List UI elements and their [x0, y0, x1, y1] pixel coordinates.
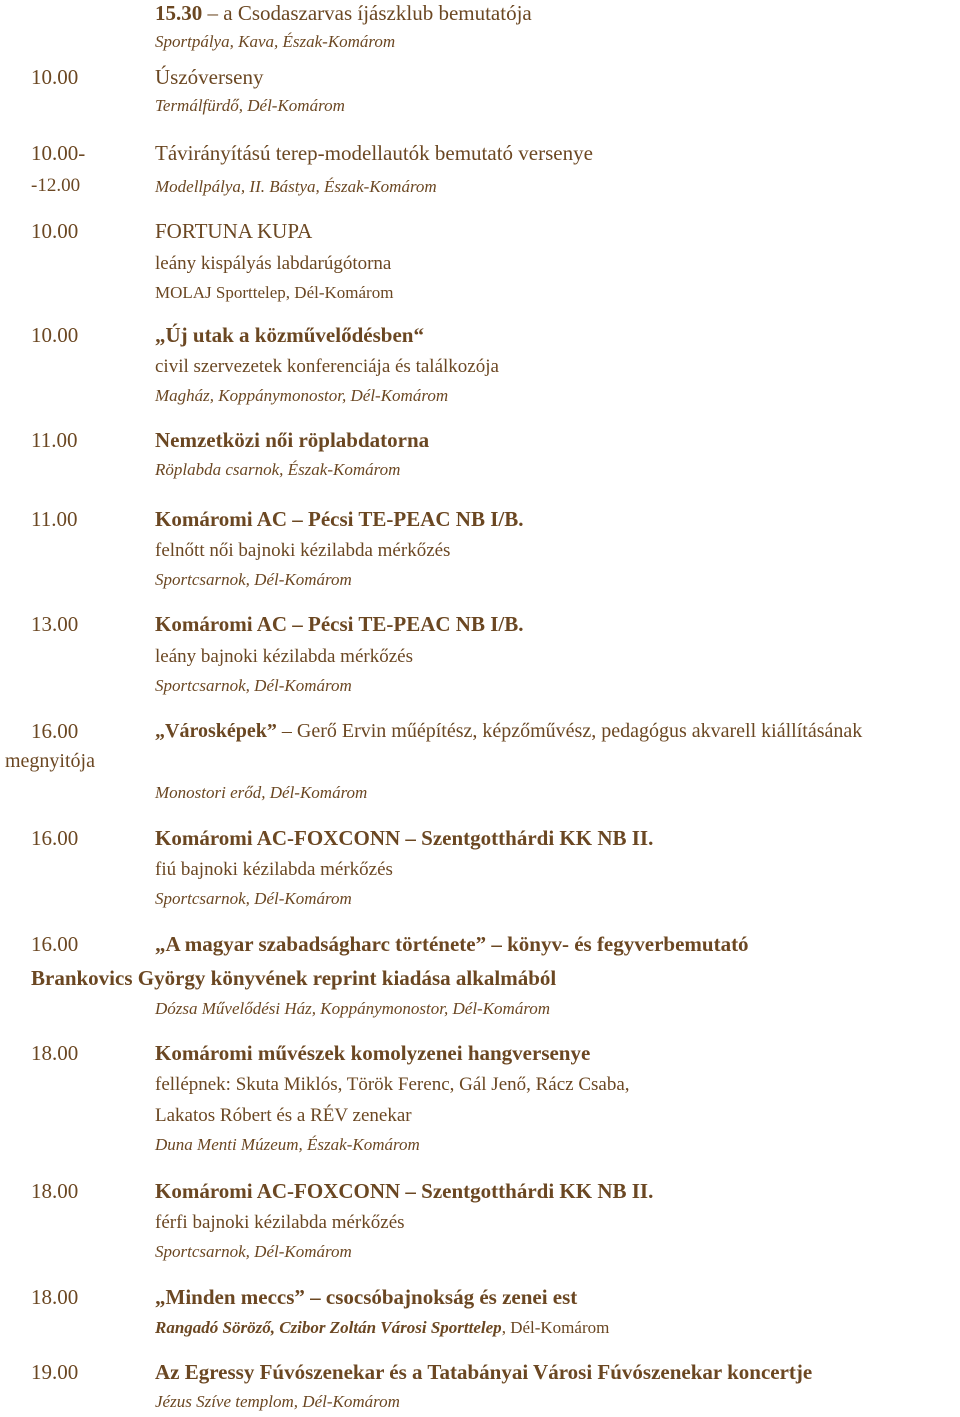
event-subtitle: férfi bajnoki kézilabda mérkőzés: [155, 1212, 405, 1233]
event-subtitle: fellépnek: Skuta Miklós, Török Ferenc, Gál Jenő, Rácz Csaba,: [155, 1074, 630, 1095]
event-title: Úszóverseny: [155, 65, 264, 89]
event-time: 16.00: [31, 719, 79, 743]
event-time: 18.00: [31, 1041, 79, 1065]
event-subtitle: leány kispályás labdarúgótorna: [155, 253, 392, 274]
event-venue: Modellpálya, II. Bástya, Észak-Komárom: [155, 177, 437, 196]
event-title: „A magyar szabadságharc története” – könyv- és fegyverbemutató: [155, 932, 749, 956]
event-venue: Sportcsarnok, Dél-Komárom: [155, 889, 352, 908]
event-venue: Dózsa Művelődési Ház, Koppánymonostor, Dél-Komárom: [155, 999, 551, 1018]
event-title: Komáromi AC – Pécsi TE-PEAC NB I/B.: [155, 612, 524, 636]
event-time: 16.00: [31, 826, 79, 850]
event-time: 13.00: [31, 612, 79, 636]
event-title: Az Egressy Fúvószenekar és a Tatabányai Városi Fúvószenekar koncertje: [155, 1360, 813, 1384]
event-title: „Városképek” – Gerő Ervin műépítész, képzőművész, pedagógus akvarell kiállításának: [155, 720, 863, 742]
event-title: Komáromi AC – Pécsi TE-PEAC NB I/B.: [155, 507, 524, 531]
event-title: „Új utak a közművelődésben“: [155, 323, 424, 347]
event-title-continuation: Brankovics György könyvének reprint kiadása alkalmából: [31, 966, 557, 990]
event-title: Komáromi művészek komolyzenei hangversenye: [155, 1041, 591, 1065]
event-venue: Röplabda csarnok, Észak-Komárom: [155, 460, 401, 479]
event-title: Komáromi AC-FOXCONN – Szentgotthárdi KK NB II.: [155, 826, 654, 850]
event-venue: Sportcsarnok, Dél-Komárom: [155, 1242, 352, 1261]
event-title: Nemzetközi női röplabdatorna: [155, 428, 430, 452]
event-title: 15.30 – a Csodaszarvas íjászklub bemutatója: [155, 1, 532, 25]
event-venue: Rangadó Söröző, Czibor Zoltán Városi Sporttelep, Dél-Komárom: [155, 1318, 610, 1337]
event-subtitle: leány bajnoki kézilabda mérkőzés: [155, 646, 413, 667]
event-time: 10.00: [31, 219, 79, 243]
event-venue: Termálfürdő, Dél-Komárom: [155, 96, 345, 115]
event-time: 19.00: [31, 1360, 79, 1384]
event-time: 10.00: [31, 65, 79, 89]
event-time: 11.00: [31, 507, 78, 531]
event-venue: Sportpálya, Kava, Észak-Komárom: [155, 32, 396, 51]
event-title: Távirányítású terep-modellautók bemutató versenye: [155, 141, 593, 165]
event-time: 18.00: [31, 1285, 79, 1309]
event-venue: MOLAJ Sporttelep, Dél-Komárom: [155, 283, 394, 302]
event-time-end: -12.00: [31, 175, 81, 196]
event-venue: Magház, Koppánymonostor, Dél-Komárom: [155, 386, 449, 405]
event-venue: Sportcsarnok, Dél-Komárom: [155, 570, 352, 589]
event-time: 11.00: [31, 428, 78, 452]
event-title: Komáromi AC-FOXCONN – Szentgotthárdi KK NB II.: [155, 1179, 654, 1203]
event-subtitle: civil szervezetek konferenciája és találkozója: [155, 356, 499, 377]
event-time: 16.00: [31, 932, 79, 956]
event-venue: Jézus Szíve templom, Dél-Komárom: [155, 1392, 400, 1411]
event-subtitle: fiú bajnoki kézilabda mérkőzés: [155, 859, 393, 880]
event-time: 10.00-: [31, 141, 86, 165]
event-venue: Duna Menti Múzeum, Észak-Komárom: [155, 1135, 420, 1154]
event-time-inline: 15.30: [155, 1, 203, 25]
event-subtitle: Lakatos Róbert és a RÉV zenekar: [155, 1105, 412, 1126]
event-venue: Monostori erőd, Dél-Komárom: [155, 783, 368, 802]
event-time: 10.00: [31, 323, 79, 347]
event-title: FORTUNA KUPA: [155, 219, 313, 243]
event-time: 18.00: [31, 1179, 79, 1203]
event-subtitle: felnőtt női bajnoki kézilabda mérkőzés: [155, 540, 451, 561]
event-venue: Sportcsarnok, Dél-Komárom: [155, 676, 352, 695]
event-title: „Minden meccs” – csocsóbajnokság és zenei est: [155, 1285, 578, 1309]
event-title-continuation: megnyitója: [5, 750, 95, 772]
